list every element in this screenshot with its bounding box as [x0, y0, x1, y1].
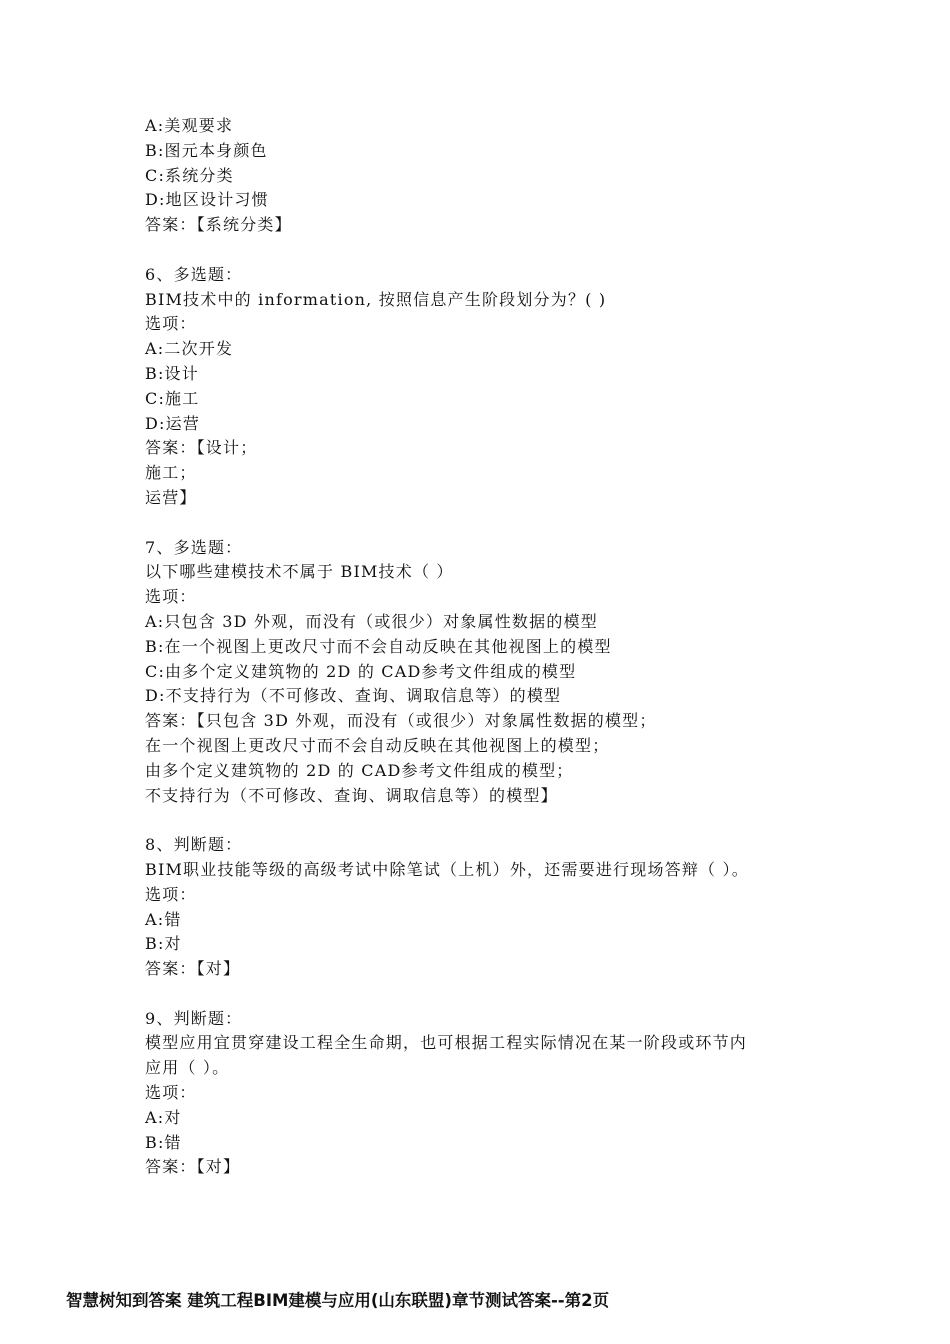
option-d: D:地区设计习惯 [145, 190, 269, 210]
question-header: 6、多选题： [145, 264, 243, 284]
option-b: B:设计 [145, 363, 199, 383]
option-a: A:对 [145, 1107, 182, 1127]
question-block-8 [145, 833, 845, 982]
answer: 答案：【只包含 3D 外观，而没有（或很少）对象属性数据的模型； [145, 711, 657, 731]
options-label: 选项： [145, 884, 197, 904]
option-a: A:只包含 3D 外观，而没有（或很少）对象属性数据的模型 [145, 611, 598, 631]
answer-continued: 由多个定义建筑物的 2D 的 CAD参考文件组成的模型； [145, 760, 574, 780]
answer-continued: 不支持行为（不可修改、查询、调取信息等）的模型】 [145, 785, 558, 805]
question-header: 8、判断题： [145, 835, 243, 855]
question-header: 9、判断题： [145, 1008, 243, 1028]
options-label: 选项： [145, 587, 197, 607]
option-d: D:运营 [145, 413, 201, 433]
question-block-9 [145, 1007, 845, 1181]
option-c: C:施工 [145, 388, 200, 408]
document-body [145, 114, 845, 1180]
spacer [145, 808, 845, 833]
options-label: 选项： [145, 1083, 197, 1103]
spacer [145, 511, 845, 536]
answer: 答案：【对】 [145, 959, 241, 979]
answer-continued: 在一个视图上更改尺寸而不会自动反映在其他视图上的模型； [145, 735, 610, 755]
question-block-5-options [145, 114, 845, 238]
page-footer: 智慧树知到答案 建筑工程BIM建模与应用(山东联盟)章节测试答案--第2页 [66, 1291, 610, 1310]
option-b: B:在一个视图上更改尺寸而不会自动反映在其他视图上的模型 [145, 636, 612, 656]
option-c: C:由多个定义建筑物的 2D 的 CAD参考文件组成的模型 [145, 661, 577, 681]
option-a: A:美观要求 [145, 116, 234, 135]
option-b: B:图元本身颜色 [145, 140, 268, 160]
question-text: BIM职业技能等级的高级考试中除笔试（上机）外，还需要进行现场答辩（ ）。 [145, 859, 749, 879]
options-label: 选项： [145, 314, 197, 334]
answer: 答案：【设计； [145, 438, 258, 458]
spacer [145, 238, 845, 263]
option-b: B:对 [145, 934, 182, 954]
option-a: A:错 [145, 909, 182, 929]
answer: 答案：【对】 [145, 1157, 241, 1177]
question-block-6 [145, 263, 845, 511]
spacer [145, 982, 845, 1007]
question-text-continued: 应用（ ）。 [145, 1058, 230, 1078]
answer-continued: 施工； [145, 463, 197, 483]
question-text: BIM技术中的 information, 按照信息产生阶段划分为？( ) [145, 289, 607, 309]
question-block-7 [145, 536, 845, 809]
question-header: 7、多选题： [145, 537, 243, 557]
option-a: A:二次开发 [145, 339, 234, 359]
answer: 答案：【系统分类】 [145, 215, 292, 235]
answer-continued: 运营】 [145, 487, 197, 507]
question-text: 以下哪些建模技术不属于 BIM技术（ ） [145, 562, 454, 582]
option-c: C:系统分类 [145, 165, 234, 185]
option-d: D:不支持行为（不可修改、查询、调取信息等）的模型 [145, 686, 562, 706]
question-text: 模型应用宜贯穿建设工程全生命期，也可根据工程实际情况在某一阶段或环节内 [145, 1033, 748, 1053]
option-b: B:错 [145, 1132, 182, 1152]
